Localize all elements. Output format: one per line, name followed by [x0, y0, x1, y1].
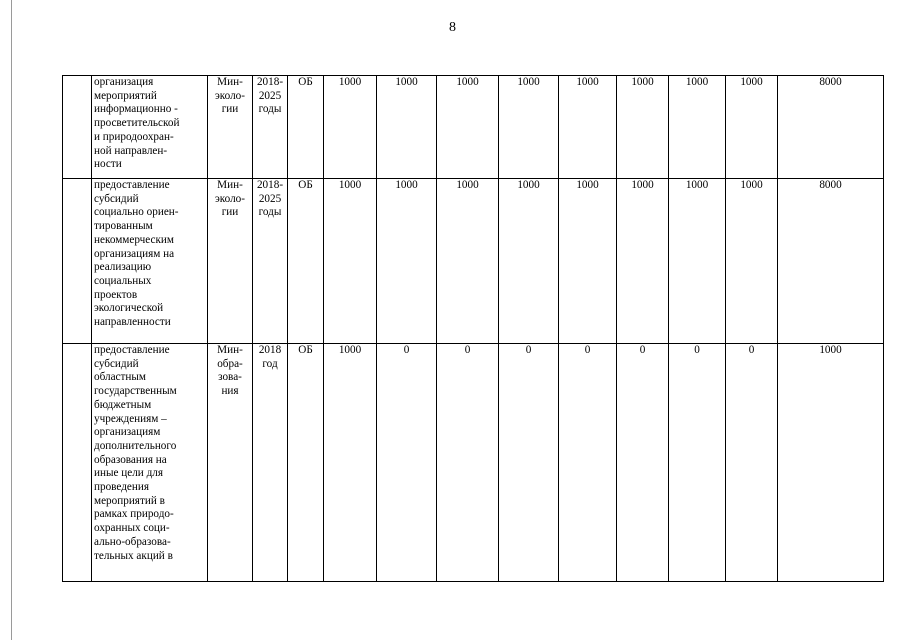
- value-cell: 1000: [559, 76, 617, 179]
- value-cell: 0: [559, 344, 617, 582]
- row-number-cell: [63, 76, 92, 179]
- period-cell: 2018 год: [253, 344, 288, 582]
- value-cell: 0: [499, 344, 559, 582]
- value-cell: 1000: [617, 179, 669, 344]
- funding-source-cell: ОБ: [288, 76, 324, 179]
- measure-description: предоставление субсидий социально ориен- тированным некоммерческим организациям на реализацию социальных проектов экологической направленности: [92, 179, 208, 344]
- row-number-cell: [63, 179, 92, 344]
- period-cell: 2018- 2025 годы: [253, 76, 288, 179]
- total-cell: 1000: [778, 344, 884, 582]
- value-cell: 1000: [669, 179, 726, 344]
- executor-cell: Мин- эколо- гии: [208, 76, 253, 179]
- value-cell: 1000: [617, 76, 669, 179]
- value-cell: 1000: [377, 76, 437, 179]
- value-cell: 1000: [499, 76, 559, 179]
- value-cell: 1000: [726, 76, 778, 179]
- value-cell: 1000: [559, 179, 617, 344]
- table-row: [63, 344, 884, 582]
- value-cell: 1000: [437, 76, 499, 179]
- value-cell: 1000: [324, 179, 377, 344]
- value-cell: 1000: [669, 76, 726, 179]
- value-cell: 0: [437, 344, 499, 582]
- funding-source-cell: ОБ: [288, 344, 324, 582]
- period-cell: 2018- 2025 годы: [253, 179, 288, 344]
- table-row: [63, 76, 884, 179]
- value-cell: 1000: [324, 344, 377, 582]
- page-number: 8: [449, 20, 456, 35]
- program-table: [62, 75, 884, 582]
- executor-cell: Мин- эколо- гии: [208, 179, 253, 344]
- value-cell: 1000: [437, 179, 499, 344]
- executor-cell: Мин- обра- зова- ния: [208, 344, 253, 582]
- value-cell: 0: [617, 344, 669, 582]
- measure-description: предоставление субсидий областным государственным бюджетным учреждениям – организациям дополнительного образования на иные цели для проведения мероприятий в рамках природо- охранных соци- ально-образова- тельных акций в: [92, 344, 208, 582]
- table-row: [63, 179, 884, 344]
- value-cell: 1000: [499, 179, 559, 344]
- value-cell: 1000: [324, 76, 377, 179]
- value-cell: 0: [377, 344, 437, 582]
- value-cell: 1000: [726, 179, 778, 344]
- value-cell: 1000: [377, 179, 437, 344]
- value-cell: 0: [726, 344, 778, 582]
- value-cell: 0: [669, 344, 726, 582]
- measure-description: организация мероприятий информационно - просветительской и природоохран- ной направлен- ности: [92, 76, 208, 179]
- row-number-cell: [63, 344, 92, 582]
- total-cell: 8000: [778, 179, 884, 344]
- binding-line: [11, 0, 12, 640]
- funding-source-cell: ОБ: [288, 179, 324, 344]
- total-cell: 8000: [778, 76, 884, 179]
